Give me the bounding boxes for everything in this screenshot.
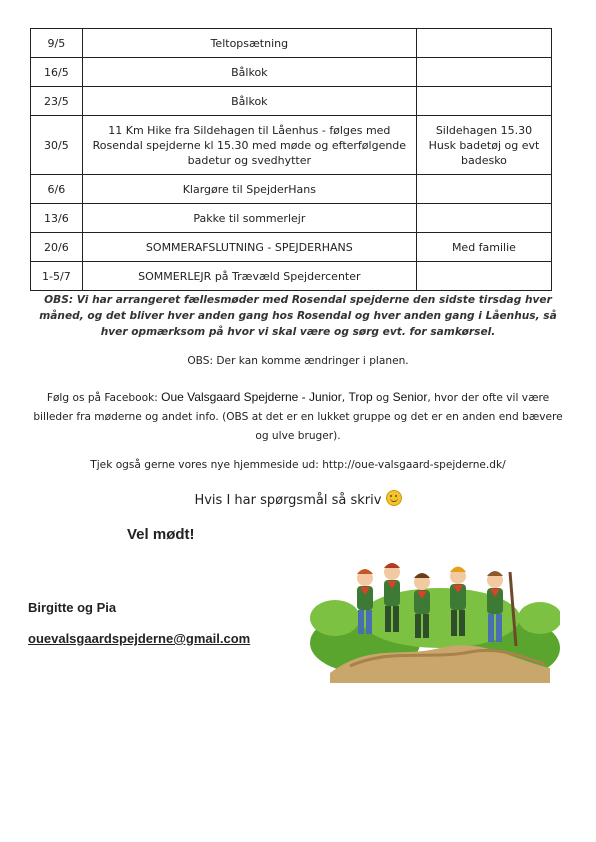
note-cell bbox=[416, 262, 551, 291]
date-cell: 13/6 bbox=[31, 204, 83, 233]
activity-cell: SOMMERAFSLUTNING - SPEJDERHANS bbox=[82, 233, 416, 262]
note-cell bbox=[416, 29, 551, 58]
changes-notice: OBS: Der kan komme ændringer i planen. bbox=[187, 355, 409, 367]
activity-cell: SOMMERLEJR på Trævæld Spejdercenter bbox=[82, 262, 416, 291]
activity-cell: Teltopsætning bbox=[82, 29, 416, 58]
joint-meetings-notice: OBS: Vi har arrangeret fællesmøder med Rosendal spejderne den sidste tirsdag hver måned, og det bliver hver anden gang hos Rosendal og hver anden gang i Låenhus, så hver opmærksom på hvor vi skal være og sørg evt. for samkørsel. bbox=[39, 294, 557, 338]
schedule-table bbox=[30, 28, 552, 291]
table-row bbox=[31, 262, 552, 291]
date-cell: 16/5 bbox=[31, 58, 83, 87]
date-cell: 6/6 bbox=[31, 175, 83, 204]
table-row bbox=[31, 204, 552, 233]
date-cell: 30/5 bbox=[31, 116, 83, 175]
activity-cell: Pakke til sommerlejr bbox=[82, 204, 416, 233]
welcome-heading: Vel mødt! bbox=[127, 526, 195, 543]
table-row bbox=[31, 58, 552, 87]
note-cell bbox=[416, 204, 551, 233]
table-row bbox=[31, 175, 552, 204]
facebook-separator: , bbox=[341, 392, 349, 404]
table-row bbox=[31, 87, 552, 116]
smiley-icon bbox=[386, 490, 402, 506]
website-line: Tjek også gerne vores nye hjemmeside ud: http://oue-valsgaard-spejderne.dk/ bbox=[90, 459, 506, 471]
table-row bbox=[31, 233, 552, 262]
signers: Birgitte og Pia bbox=[28, 600, 117, 615]
facebook-suffix: , hvor der ofte vil være billeder fra møderne og andet info. (OBS at det er en lukket gruppe og det er en anden end bævere og ulve bruger). bbox=[33, 392, 563, 442]
facebook-senior: Senior bbox=[392, 390, 428, 404]
note-cell bbox=[416, 58, 551, 87]
activity-cell: Bålkok bbox=[82, 58, 416, 87]
note-cell bbox=[416, 175, 551, 204]
date-cell: 23/5 bbox=[31, 87, 83, 116]
facebook-trop: Trop bbox=[348, 390, 373, 404]
note-cell: Med familie bbox=[416, 233, 551, 262]
activity-cell: 11 Km Hike fra Sildehagen til Låenhus - følges med Rosendal spejderne kl 15.30 med møde og efterfølgende badetur og svedhytter bbox=[82, 116, 416, 175]
schedule-body bbox=[31, 29, 552, 291]
questions-text: Hvis I har spørgsmål så skriv bbox=[194, 493, 382, 508]
email-address: ouevalsgaardspejderne@gmail.com bbox=[28, 631, 251, 646]
facebook-prefix: Følg os på Facebook: bbox=[46, 392, 162, 404]
table-row bbox=[31, 29, 552, 58]
table-row bbox=[31, 116, 552, 175]
scouts-hiking-illustration bbox=[310, 548, 560, 688]
note-cell: Sildehagen 15.30 Husk badetøj og evt badesko bbox=[416, 116, 551, 175]
date-cell: 20/6 bbox=[31, 233, 83, 262]
note-cell bbox=[416, 87, 551, 116]
facebook-group-name: Oue Valsgaard Spejderne - Junior bbox=[161, 390, 342, 404]
facebook-paragraph bbox=[28, 388, 568, 446]
date-cell: 1-5/7 bbox=[31, 262, 83, 291]
facebook-separator: og bbox=[372, 392, 393, 404]
activity-cell: Klargøre til SpejderHans bbox=[82, 175, 416, 204]
date-cell: 9/5 bbox=[31, 29, 83, 58]
questions-line bbox=[28, 490, 568, 508]
activity-cell: Bålkok bbox=[82, 87, 416, 116]
